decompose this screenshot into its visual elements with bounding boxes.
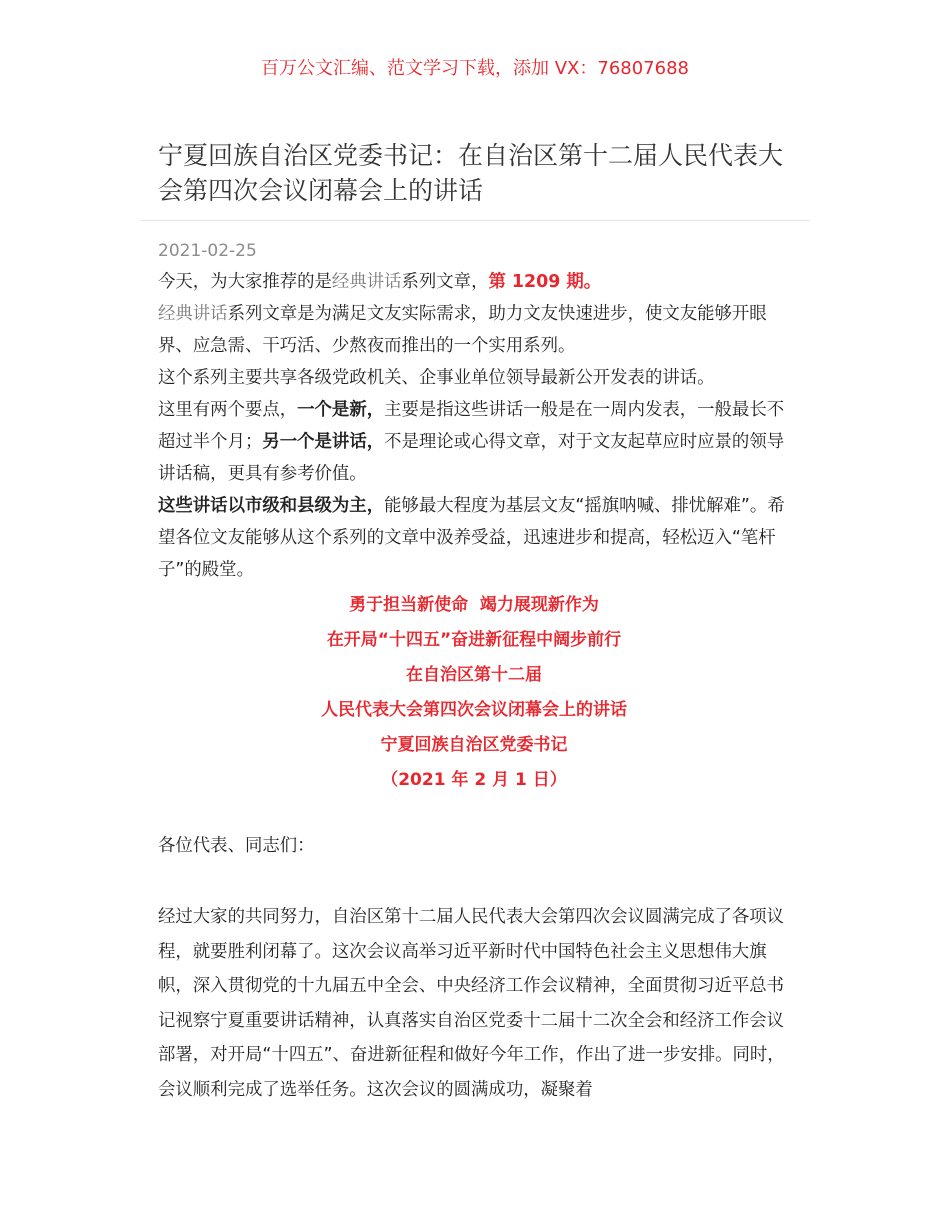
key-point-new: 一个是新，	[297, 400, 385, 420]
article-body	[158, 266, 798, 1107]
intro-paragraph-1	[158, 266, 798, 298]
title-divider	[140, 220, 810, 221]
key-point-speech: 另一个是讲话，	[262, 432, 385, 452]
intro-paragraph-2	[158, 298, 798, 362]
speech-headline-1: 勇于担当新使命 竭力展现新作为	[349, 595, 599, 615]
intro-text: 系列文章，	[401, 272, 489, 292]
series-name: 经典讲话	[331, 272, 402, 292]
intro-paragraph-3: 这个系列主要共享各级党政机关、企事业单位领导最新公开发表的讲话。	[158, 368, 715, 388]
article-title: 宁夏回族自治区党委书记：在自治区第十二届人民代表大会第四次会议闭幕会上的讲话	[158, 141, 784, 205]
intro-paragraph-5	[158, 490, 798, 586]
promo-banner: 百万公文汇编、范文学习下载，添加 VX：76807688	[261, 58, 689, 79]
key-point-level: 这些讲话以市级和县级为主，	[158, 496, 385, 516]
speech-occasion-2: 人民代表大会第四次会议闭幕会上的讲话	[321, 700, 627, 720]
speech-paragraph-1: 经过大家的共同努力，自治区第十二届人民代表大会第四次会议圆满完成了各项议程，就要胜利闭幕了。这次会议高举习近平新时代中国特色社会主义思想伟大旗帜，深入贯彻党的十九届五中全会、中央经济工作会议精神，全面贯彻习近平总书记视察宁夏重要讲话精神，认真落实自治区党委十二届十二次全会和经济工作会议部署，对开局“十四五”、奋进新征程和做好今年工作，作出了进一步安排。同时，会议顺利完成了选举任务。这次会议的圆满成功，凝聚着	[158, 907, 785, 1100]
speech-occasion-1: 在自治区第十二届	[406, 665, 542, 685]
intro-text: 今天，为大家推荐的是	[158, 272, 332, 292]
spacer	[158, 798, 798, 830]
intro-text: 能够最大程度为基层文友“摇旗呐喊、排忧解难”。希望各位文友能够从这个系列的文章中汲养受益，迅速进步和提高，轻松迈入“笔杆子”的殿堂。	[158, 496, 785, 580]
intro-text: 不是理论或心得文章，对于文友起草应时应景的领导讲话稿，更具有参考价值。	[158, 432, 785, 484]
speaker-title: 宁夏回族自治区党委书记	[380, 735, 568, 755]
spacer	[158, 862, 798, 900]
speech-greeting: 各位代表、同志们：	[158, 836, 315, 856]
publish-date: 2021-02-25	[158, 241, 257, 261]
intro-text: 主要是指这些讲话一般是在一周内发表，一般最长不超过半个月；	[158, 400, 785, 452]
series-name: 经典讲话	[158, 304, 228, 324]
speech-date: （2021 年 2 月 1 日）	[381, 770, 567, 790]
issue-number: 第 1209 期。	[488, 272, 602, 292]
speech-header	[158, 588, 790, 798]
intro-paragraph-4	[158, 394, 798, 490]
speech-headline-2: 在开局“十四五”奋进新征程中阔步前行	[326, 630, 622, 650]
intro-text: 这里有两个要点，	[158, 400, 298, 420]
intro-text: 系列文章是为满足文友实际需求，助力文友快速进步，使文友能够开眼界、应急需、干巧活、少熬夜而推出的一个实用系列。	[158, 304, 767, 356]
